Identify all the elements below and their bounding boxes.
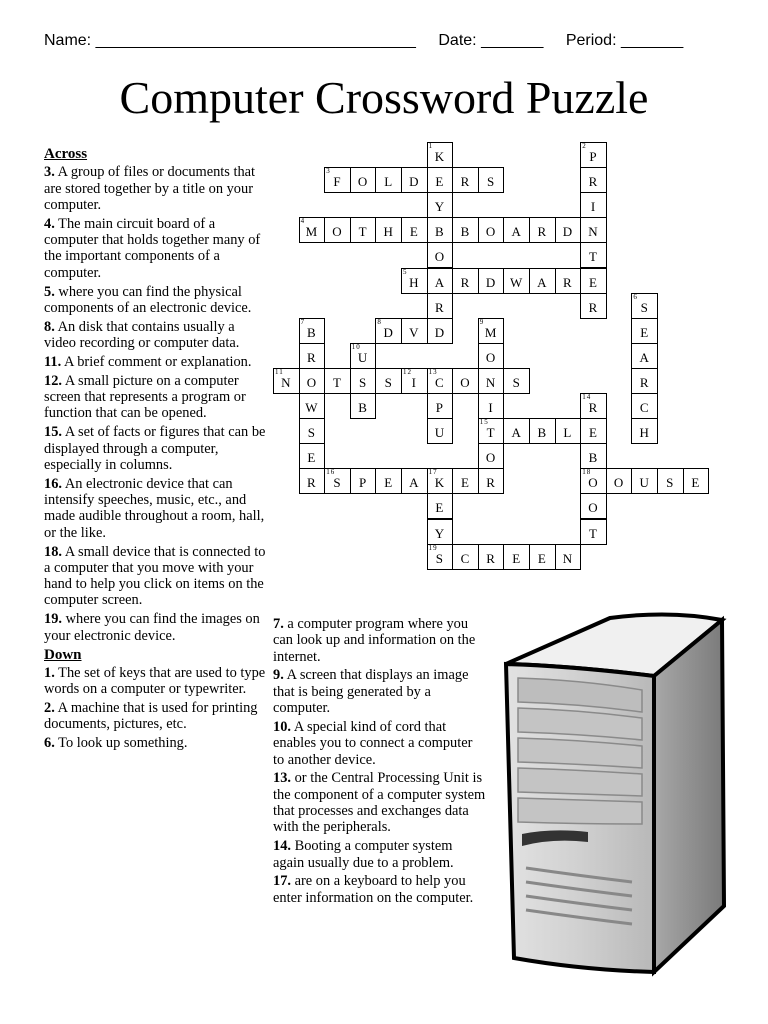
across-clue: 19. where you can find the images on your electronic device.: [44, 611, 260, 644]
cell-number: 7: [300, 317, 306, 326]
cell-letter: R: [639, 374, 650, 390]
crossword-cell[interactable]: [478, 544, 505, 570]
crossword-cell[interactable]: [580, 242, 607, 268]
crossword-cell[interactable]: [452, 167, 479, 193]
crossword-cell[interactable]: [529, 544, 556, 570]
cell-letter: R: [537, 224, 548, 240]
cell-letter: R: [588, 299, 599, 315]
crossword-cell[interactable]: [350, 393, 377, 419]
crossword-cell[interactable]: [299, 368, 326, 394]
cell-letter: U: [639, 475, 650, 491]
cell-letter: B: [435, 224, 445, 240]
across-clue: 4. The main circuit board of a computer that holds together many of the important components of a computer.: [44, 215, 261, 281]
cell-letter: L: [384, 174, 394, 190]
cell-letter: Y: [434, 199, 446, 215]
cell-letter: R: [307, 475, 317, 491]
cell-letter: E: [691, 475, 701, 491]
cell-letter: E: [512, 550, 522, 566]
cell-letter: M: [484, 324, 498, 340]
crossword-cell[interactable]: [529, 418, 556, 444]
crossword-cell[interactable]: [350, 343, 377, 369]
crossword-cell[interactable]: [529, 217, 556, 243]
drive-bay-5: [518, 798, 642, 824]
cell-letter: H: [383, 224, 394, 240]
down-clue: 14. Booting a computer system again usually due to a problem.: [273, 838, 454, 871]
crossword-cell[interactable]: [427, 544, 454, 570]
crossword-cell[interactable]: [503, 217, 530, 243]
crossword-cell[interactable]: [299, 217, 326, 243]
cell-letter: E: [589, 274, 598, 290]
cell-letter: B: [307, 324, 317, 340]
cell-number: 10: [351, 342, 361, 351]
cell-letter: T: [333, 374, 342, 390]
cell-number: 18: [582, 468, 592, 477]
cell-letter: W: [510, 274, 524, 290]
cell-letter: A: [511, 224, 522, 240]
cell-letter: O: [434, 249, 446, 265]
crossword-cell[interactable]: [401, 268, 428, 294]
cell-letter: B: [588, 450, 599, 466]
crossword-cell[interactable]: [427, 268, 454, 294]
cell-letter: C: [639, 400, 650, 415]
cell-letter: O: [588, 475, 599, 491]
crossword-cell[interactable]: [324, 217, 351, 243]
cell-letter: E: [589, 425, 598, 441]
across-clue: 18. A small device that is connected to a computer that you move with your hand to help you click on items on the computer screen.: [44, 543, 266, 609]
cell-letter: C: [435, 374, 445, 390]
cell-letter: R: [588, 400, 599, 415]
cell-letter: S: [307, 425, 316, 441]
cell-letter: E: [537, 550, 547, 566]
tower-side: [654, 620, 724, 972]
cell-letter: C: [460, 550, 471, 566]
cell-letter: D: [409, 174, 420, 190]
crossword-cell[interactable]: [299, 443, 326, 469]
crossword-cell[interactable]: [580, 468, 607, 494]
cell-letter: N: [281, 374, 292, 390]
crossword-cell[interactable]: [478, 368, 505, 394]
cell-letter: O: [485, 349, 497, 365]
crossword-cell[interactable]: [401, 468, 428, 494]
cell-letter: H: [639, 425, 650, 441]
cell-letter: D: [434, 324, 446, 340]
crossword-cell[interactable]: [375, 318, 402, 344]
cell-letter: I: [411, 374, 417, 390]
cell-letter: E: [409, 224, 419, 240]
down-clue: 1. The set of keys that are used to type words on a computer or typewriter.: [44, 664, 266, 698]
crossword-cell[interactable]: [350, 167, 377, 193]
date-field[interactable]: Date: _______: [438, 32, 544, 49]
cell-letter: D: [562, 224, 574, 240]
cell-letter: S: [384, 374, 393, 390]
crossword-cell[interactable]: [324, 167, 351, 193]
cell-letter: R: [460, 174, 471, 190]
cell-letter: O: [306, 374, 318, 390]
cell-letter: N: [485, 374, 497, 390]
cell-letter: A: [409, 475, 420, 491]
crossword-cell[interactable]: [478, 393, 505, 419]
crossword-cell[interactable]: [580, 519, 607, 545]
cell-letter: W: [305, 400, 319, 415]
cell-number: 16: [326, 468, 336, 477]
crossword-cell[interactable]: [503, 418, 530, 444]
crossword-cell[interactable]: [580, 268, 607, 294]
cell-letter: E: [435, 500, 445, 516]
down-clue: 13. or the Central Processing Unit is the component of a computer system that processes and exchanges data with the peripherals.: [273, 770, 486, 836]
crossword-cell[interactable]: [631, 293, 658, 319]
across-clue: 8. An disk that contains usually a video recording or computer data.: [44, 318, 240, 352]
cell-letter: H: [409, 274, 420, 290]
worksheet-header: [44, 32, 683, 50]
crossword-cell[interactable]: [478, 443, 505, 469]
crossword-cell[interactable]: [452, 544, 479, 570]
cell-letter: P: [589, 149, 598, 164]
cell-letter: P: [435, 400, 444, 415]
cell-number: 12: [403, 367, 412, 376]
crossword-cell[interactable]: [324, 468, 351, 494]
crossword-cell[interactable]: [427, 192, 454, 218]
cell-letter: R: [563, 274, 573, 290]
cell-number: 6: [633, 292, 638, 301]
crossword-cell[interactable]: [350, 217, 377, 243]
cell-letter: T: [589, 249, 598, 265]
cell-number: 11: [275, 367, 284, 376]
crossword-cell[interactable]: [631, 368, 658, 394]
crossword-cell[interactable]: [529, 268, 556, 294]
crossword-cell[interactable]: [427, 418, 454, 444]
clues-left-column: [44, 144, 266, 754]
crossword-cell[interactable]: [631, 393, 658, 419]
crossword-cell[interactable]: [375, 468, 402, 494]
cell-letter: A: [434, 274, 446, 290]
period-field[interactable]: Period: _______: [565, 32, 684, 49]
down-clue: 7. a computer program where you can look up and information on the internet.: [273, 616, 476, 665]
crossword-cell[interactable]: [580, 418, 607, 444]
cell-letter: B: [358, 400, 368, 415]
crossword-cell[interactable]: [350, 468, 377, 494]
cell-letter: E: [307, 450, 317, 466]
cell-letter: R: [460, 274, 471, 290]
cell-number: 9: [479, 317, 485, 326]
down-heading: Down: [44, 646, 82, 663]
crossword-cell[interactable]: [478, 217, 505, 243]
cell-letter: R: [486, 550, 496, 566]
cell-letter: T: [358, 224, 368, 240]
crossword-cell[interactable]: [555, 217, 582, 243]
crossword-cell[interactable]: [555, 544, 582, 570]
crossword-cell[interactable]: [580, 293, 607, 319]
across-clue: 3. A group of files or documents that are stored together by a title on your computer.: [44, 164, 256, 213]
cell-letter: R: [435, 299, 445, 315]
down-clue: 2. A machine that is used for printing documents, pictures, etc.: [44, 700, 258, 733]
down-clue: 9. A screen that displays an image that is being generated by a computer.: [273, 667, 469, 717]
cell-letter: U: [434, 425, 446, 441]
cell-letter: I: [488, 400, 494, 415]
cell-letter: T: [589, 525, 598, 541]
crossword-cell[interactable]: [580, 443, 607, 469]
crossword-cell[interactable]: [631, 468, 658, 494]
crossword-cell[interactable]: [427, 519, 454, 545]
crossword-cell[interactable]: [683, 468, 710, 494]
crossword-cell[interactable]: [375, 167, 402, 193]
cell-letter: T: [486, 425, 496, 441]
crossword-cell[interactable]: [427, 468, 454, 494]
crossword-cell[interactable]: [299, 343, 326, 369]
cell-letter: B: [460, 224, 471, 240]
crossword-cell[interactable]: [452, 268, 479, 294]
down-clue: 10. A special kind of cord that enables you to connect a computer to another device.: [273, 718, 473, 768]
cell-letter: L: [563, 425, 573, 441]
cell-letter: M: [305, 224, 319, 240]
crossword-cell[interactable]: [452, 368, 479, 394]
crossword-cell[interactable]: [273, 368, 300, 394]
down-clue: 6. To look up something.: [44, 735, 188, 752]
crossword-cell[interactable]: [427, 142, 454, 168]
cell-letter: O: [588, 500, 599, 516]
cell-letter: V: [409, 324, 420, 340]
page-title: Computer Crossword Puzzle: [119, 72, 649, 123]
cell-letter: B: [537, 425, 548, 441]
cell-number: 13: [428, 367, 438, 376]
cell-letter: E: [461, 475, 470, 491]
cell-number: 8: [377, 317, 382, 326]
cell-letter: F: [333, 174, 342, 190]
cell-letter: E: [435, 174, 445, 190]
cell-letter: D: [383, 324, 394, 340]
cell-number: 2: [582, 142, 587, 150]
crossword-cell[interactable]: [580, 393, 607, 419]
crossword-cell[interactable]: [452, 468, 479, 494]
crossword-cell[interactable]: [478, 418, 505, 444]
cell-letter: U: [357, 349, 369, 365]
across-clue: 15. A set of facts or figures that can be displayed through a computer, especially in columns.: [44, 424, 266, 473]
cell-letter: S: [333, 475, 342, 491]
cell-number: 5: [403, 267, 408, 276]
crossword-cell[interactable]: [631, 343, 658, 369]
crossword-cell[interactable]: [478, 343, 505, 369]
cell-letter: K: [434, 149, 446, 164]
computer-tower-illustration: [492, 606, 732, 986]
crossword-cell[interactable]: [427, 217, 454, 243]
across-clue: 11. A brief comment or explanation.: [44, 353, 252, 370]
cell-number: 14: [582, 393, 592, 401]
crossword-cell[interactable]: [299, 318, 326, 344]
cell-letter: S: [666, 475, 675, 491]
cell-letter: S: [486, 174, 496, 190]
cell-letter: O: [613, 475, 625, 491]
name-field[interactable]: Name: ____________________________________: [44, 32, 416, 49]
cell-letter: S: [435, 550, 444, 566]
crossword-cell[interactable]: [401, 167, 428, 193]
across-clue: 16. An electronic device that can intensify speeches, music, etc., and made audible throughout a room, hall, or the like.: [44, 475, 265, 541]
crossword-cell[interactable]: [350, 368, 377, 394]
crossword-cell[interactable]: [401, 318, 428, 344]
cell-number: 3: [326, 167, 331, 176]
cell-letter: D: [485, 274, 497, 290]
cell-letter: K: [434, 475, 446, 491]
cell-letter: A: [639, 349, 650, 365]
cell-letter: S: [358, 374, 368, 390]
crossword-cell[interactable]: [580, 142, 607, 168]
crossword-cell[interactable]: [375, 217, 402, 243]
cell-letter: P: [358, 475, 368, 491]
cell-letter: R: [486, 475, 496, 491]
crossword-cell[interactable]: [427, 493, 454, 519]
crossword-cell[interactable]: [555, 268, 582, 294]
crossword-cell[interactable]: [503, 368, 530, 394]
cell-letter: O: [485, 224, 497, 240]
cell-number: 4: [300, 217, 306, 226]
crossword-cell[interactable]: [478, 468, 505, 494]
crossword-cell[interactable]: [580, 167, 607, 193]
cell-letter: I: [590, 199, 597, 215]
cell-number: 19: [428, 543, 438, 552]
crossword-cell[interactable]: [657, 468, 684, 494]
crossword-cell[interactable]: [299, 418, 326, 444]
cell-letter: R: [307, 349, 317, 365]
cell-letter: S: [640, 299, 649, 315]
crossword-cell[interactable]: [503, 544, 530, 570]
cell-letter: A: [537, 274, 548, 290]
crossword-cell[interactable]: [324, 368, 351, 394]
clues-middle-column: [273, 616, 487, 909]
across-heading: Across: [44, 146, 88, 162]
cell-letter: E: [384, 475, 394, 491]
crossword-cell[interactable]: [606, 468, 633, 494]
cell-letter: Y: [434, 525, 446, 541]
across-clue: 5. where you can find the physical components of an electronic device.: [44, 283, 252, 316]
crossword-cell[interactable]: [503, 268, 530, 294]
cell-letter: O: [357, 174, 369, 190]
cell-letter: N: [562, 550, 574, 566]
crossword-cell[interactable]: [427, 368, 454, 394]
crossword-cell[interactable]: [401, 368, 428, 394]
drive-bay-4: [518, 768, 642, 796]
crossword-cell[interactable]: [401, 217, 428, 243]
crossword-cell[interactable]: [375, 368, 402, 394]
cell-letter: A: [511, 425, 522, 441]
crossword-cell[interactable]: [427, 293, 454, 319]
crossword-cell[interactable]: [299, 468, 326, 494]
crossword-cell[interactable]: [452, 217, 479, 243]
crossword-cell[interactable]: [478, 167, 505, 193]
cell-letter: R: [588, 174, 599, 190]
crossword-cell[interactable]: [478, 268, 505, 294]
cell-letter: O: [460, 374, 471, 390]
cell-number: 1: [428, 142, 434, 150]
cell-letter: E: [640, 324, 650, 340]
cell-letter: S: [512, 374, 521, 390]
crossword-cell[interactable]: [299, 393, 326, 419]
across-clue: 12. A small picture on a computer screen that represents a program or function that can be opened.: [44, 372, 246, 422]
crossword-cell[interactable]: [478, 318, 505, 344]
down-clue: 17. are on a keyboard to help you enter information on the computer.: [273, 873, 474, 906]
crossword-cell[interactable]: [580, 192, 607, 218]
cell-letter: O: [485, 450, 497, 466]
crossword-cell[interactable]: [427, 393, 454, 419]
cell-number: 17: [428, 468, 438, 477]
crossword-cell[interactable]: [580, 493, 607, 519]
crossword-cell[interactable]: [427, 167, 454, 193]
crossword-cell[interactable]: [555, 418, 582, 444]
crossword-cell[interactable]: [631, 418, 658, 444]
crossword-cell[interactable]: [580, 217, 607, 243]
cell-letter: N: [588, 224, 599, 240]
cell-letter: O: [332, 224, 343, 240]
crossword-cell[interactable]: [631, 318, 658, 344]
cell-number: 15: [479, 418, 489, 427]
crossword-cell[interactable]: [427, 242, 454, 268]
crossword-cell[interactable]: [427, 318, 454, 344]
